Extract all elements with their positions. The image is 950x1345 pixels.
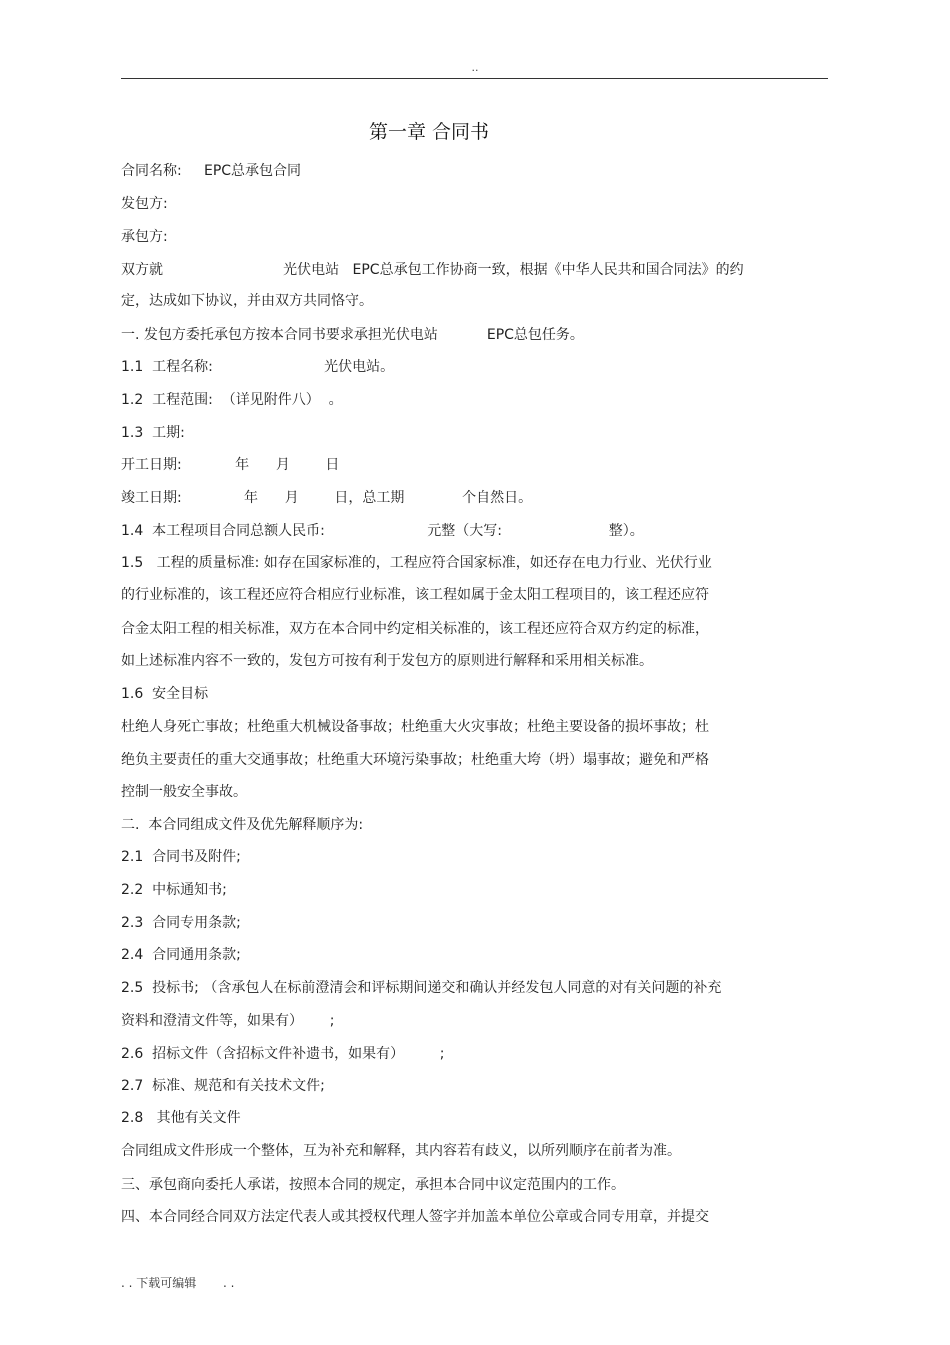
- body-line: 2.1 合同书及附件;: [121, 849, 241, 865]
- body-line: 发包方:: [121, 196, 168, 212]
- body-line: 四、本合同经合同双方法定代表人或其授权代理人签字并加盖本单位公章或合同专用章，并提交: [121, 1209, 709, 1225]
- body-line: 2.6 招标文件（含招标文件补遗书，如果有） ;: [121, 1046, 445, 1062]
- body-line: 1.2 工程范围: （详见附件八） 。: [121, 392, 343, 408]
- body-line: 资料和澄清文件等，如果有） ;: [121, 1013, 335, 1029]
- body-line: 二. 本合同组成文件及优先解释顺序为:: [121, 817, 364, 833]
- header-mark: ..: [471, 61, 479, 74]
- body-line: 一. 发包方委托承包方按本合同书要求承担光伏电站 EPC总包任务。: [121, 327, 584, 343]
- body-line: 2.7 标准、规范和有关技术文件;: [121, 1078, 325, 1094]
- body-line: 如上述标准内容不一致的，发包方可按有利于发包方的原则进行解释和采用相关标准。: [121, 653, 653, 669]
- body-line: 杜绝人身死亡事故；杜绝重大机械设备事故；杜绝重大火灾事故；杜绝主要设备的损坏事故；杜: [121, 719, 709, 735]
- body-line: 合同组成文件形成一个整体，互为补充和解释，其内容若有歧义，以所列顺序在前者为准。: [121, 1143, 681, 1159]
- body-line: 双方就 光伏电站 EPC总承包工作协商一致，根据《中华人民共和国合同法》的约: [121, 262, 744, 278]
- body-line: 2.8 其他有关文件: [121, 1110, 241, 1126]
- body-line: 2.3 合同专用条款;: [121, 915, 241, 931]
- footer-text: . . 下载可编辑 . .: [121, 1276, 235, 1290]
- body-line: 2.5 投标书; （含承包人在标前澄清会和评标期间递交和确认并经发包人同意的对有关问题的补充: [121, 980, 722, 996]
- body-line: 合同名称: EPC总承包合同: [121, 163, 302, 179]
- body-line: 2.4 合同通用条款;: [121, 947, 241, 963]
- body-line: 1.6 安全目标: [121, 686, 209, 702]
- body-line: 定，达成如下协议，并由双方共同恪守。: [121, 293, 373, 309]
- body-line: 控制一般安全事故。: [121, 784, 247, 800]
- body-line: 竣工日期: 年 月 日，总工期 个自然日。: [121, 490, 533, 506]
- body-line: 1.3 工期:: [121, 425, 185, 441]
- body-line: 开工日期: 年 月 日: [121, 457, 340, 473]
- header-rule: [121, 78, 828, 79]
- chapter-title: 第一章 合同书: [368, 121, 490, 143]
- body-line: 2.2 中标通知书;: [121, 882, 227, 898]
- body-line: 的行业标准的，该工程还应符合相应行业标准，该工程如属于金太阳工程项目的，该工程还应符: [121, 587, 709, 603]
- body-line: 合金太阳工程的相关标准，双方在本合同中约定相关标准的，该工程还应符合双方约定的标准，: [121, 621, 709, 637]
- body-line: 承包方:: [121, 229, 168, 245]
- body-line: 绝负主要责任的重大交通事故；杜绝重大环境污染事故；杜绝重大垮（坍）塌事故；避免和严格: [121, 752, 709, 768]
- body-line: 1.4 本工程项目合同总额人民币: 元整（大写: 整）。: [121, 523, 644, 539]
- body-line: 三、承包商向委托人承诺，按照本合同的规定，承担本合同中议定范围内的工作。: [121, 1177, 625, 1193]
- body-line: 1.5 工程的质量标准: 如存在国家标准的，工程应符合国家标准，如还存在电力行业、光伏行业: [121, 555, 712, 571]
- body-line: 1.1 工程名称: 光伏电站。: [121, 359, 395, 375]
